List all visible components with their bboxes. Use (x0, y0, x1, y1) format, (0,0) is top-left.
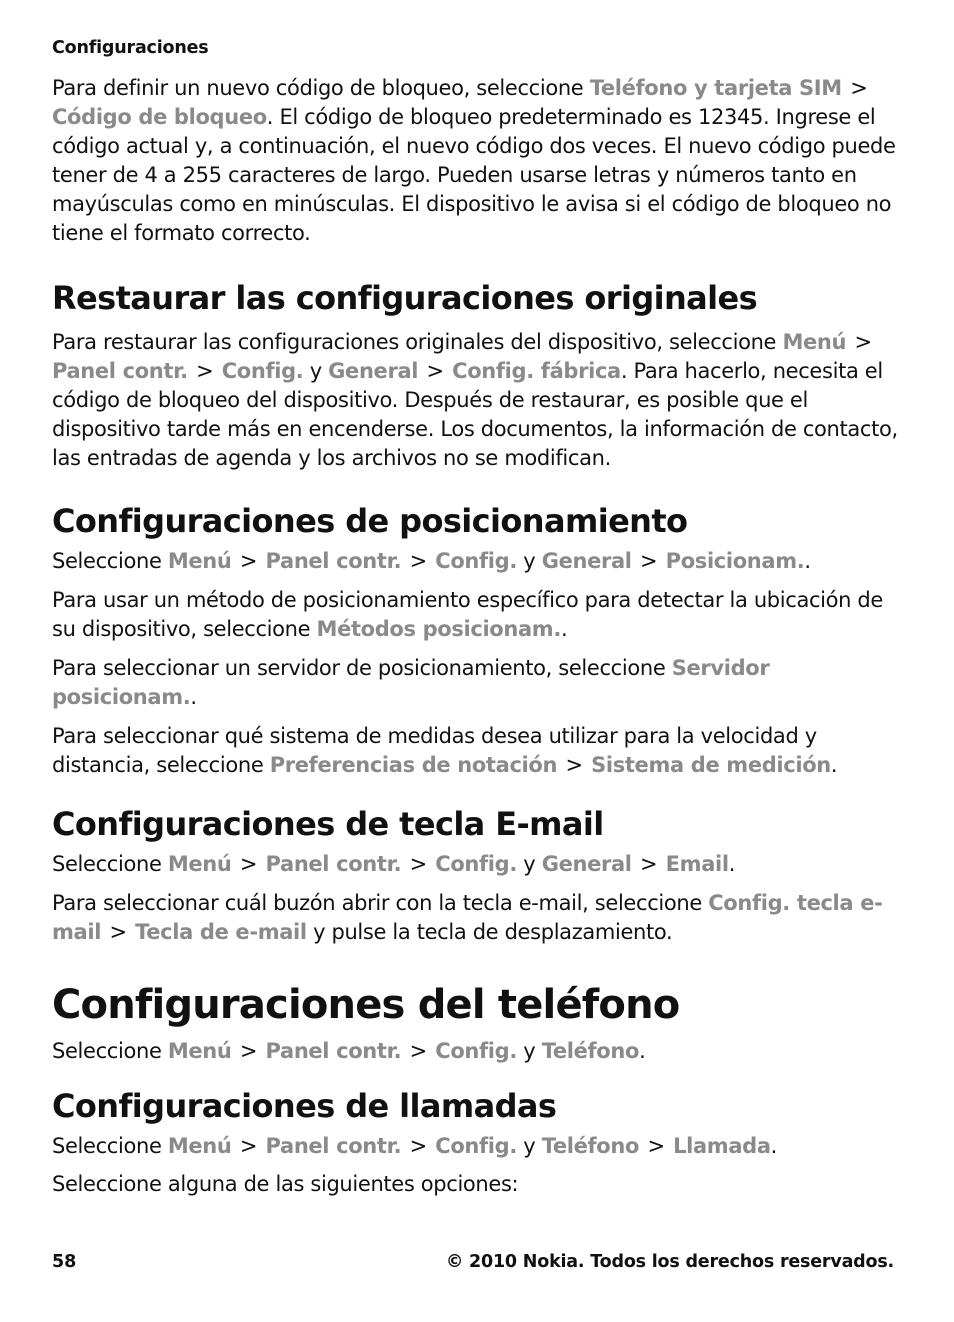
menu-path-item: Panel contr. (265, 1039, 402, 1063)
phone-path (52, 1037, 902, 1066)
menu-path-item: Tecla de e-mail (135, 920, 307, 944)
text: Seleccione (52, 1039, 168, 1063)
section-heading-email-key: Configuraciones de tecla E-mail (52, 805, 604, 843)
path-separator: > (854, 330, 872, 354)
menu-path-item: Preferencias de notación (269, 753, 558, 777)
path-separator: > (640, 549, 658, 573)
menu-path-item: Config. fábrica (452, 359, 621, 383)
menu-path-item: Menú (167, 852, 232, 876)
menu-path-item: Menú (167, 1039, 232, 1063)
menu-path-item: Email (665, 852, 729, 876)
text: . (804, 549, 811, 573)
menu-path-item: Menú (167, 1134, 232, 1158)
text: . Para hacerlo, necesita el código de bloqueo del dispositivo. Después de restaurar, es posible que el dispositivo tarde más en encenderse. Los documentos, la información de contacto, las entradas de agenda y los archivos no se modifican. (52, 359, 898, 470)
menu-path-item: Config. tecla e-mail (52, 891, 883, 944)
path-separator: > (426, 359, 444, 383)
text: Para usar un método de posicionamiento específico para detectar la ubicación de su dispositivo, seleccione (52, 588, 883, 641)
calls-path (52, 1132, 902, 1161)
running-header: Configuraciones (52, 38, 209, 58)
menu-path-item: General (541, 852, 632, 876)
menu-path-item: Teléfono y tarjeta SIM (589, 76, 842, 100)
menu-path-item: Panel contr. (52, 359, 188, 383)
text: . El código de bloqueo predeterminado es 12345. Ingrese el código actual y, a continuación, el nuevo código dos veces. El nuevo código puede tener de 4 a 255 caracteres de largo. Pueden usarse letras y números tanto en mayúsculas como en minúsculas. El dispositivo le avisa si el código de bloqueo no tiene el formato correcto. (52, 105, 896, 245)
path-separator: > (565, 753, 583, 777)
text: y (516, 549, 542, 573)
email-key-paragraph (52, 889, 902, 947)
section-heading-restore: Restaurar las configuraciones originales (52, 279, 758, 317)
path-separator: > (409, 549, 427, 573)
section-heading-calls: Configuraciones de llamadas (52, 1087, 557, 1125)
menu-path-item: General (328, 359, 419, 383)
path-separator: > (647, 1134, 665, 1158)
text: Para seleccionar un servidor de posicionamiento, seleccione (52, 656, 672, 680)
email-key-path (52, 850, 902, 879)
text: y (516, 1039, 542, 1063)
menu-path-item: Código de bloqueo (52, 105, 267, 129)
positioning-path (52, 547, 902, 576)
menu-path-item: Posicionam. (665, 549, 805, 573)
text: . (728, 852, 736, 876)
menu-path-item: Panel contr. (265, 852, 402, 876)
text: y pulse la tecla de desplazamiento. (306, 920, 673, 944)
text: Para definir un nuevo código de bloqueo, seleccione (52, 76, 590, 100)
text: y (516, 1134, 542, 1158)
calls-options-intro: Seleccione alguna de las siguientes opciones: (52, 1172, 519, 1196)
menu-path-item: Sistema de medición (591, 753, 831, 777)
menu-path-item: Teléfono (541, 1134, 640, 1158)
menu-path-item: Servidor posicionam. (52, 656, 770, 709)
menu-path-item: Llamada (673, 1134, 771, 1158)
menu-path-item: Config. (435, 549, 517, 573)
path-separator: > (409, 852, 427, 876)
copyright-notice: © 2010 Nokia. Todos los derechos reservados. (445, 1252, 894, 1272)
text: Seleccione (52, 549, 168, 573)
positioning-units-paragraph (52, 722, 902, 780)
text: Seleccione (52, 852, 168, 876)
positioning-methods-paragraph (52, 586, 902, 644)
menu-path-item: General (541, 549, 632, 573)
page-number: 58 (52, 1252, 77, 1272)
text: Para seleccionar qué sistema de medidas desea utilizar para la velocidad y distancia, seleccione (52, 724, 817, 777)
path-separator: > (239, 852, 258, 876)
chapter-heading-phone: Configuraciones del teléfono (52, 982, 680, 1028)
path-separator: > (409, 1134, 427, 1158)
text: . (830, 753, 838, 777)
path-separator: > (239, 1039, 258, 1063)
text: Para restaurar las configuraciones originales del dispositivo, seleccione (52, 330, 783, 354)
text: . (770, 1134, 777, 1158)
path-separator: > (239, 1134, 258, 1158)
restore-paragraph (52, 328, 902, 473)
text: Seleccione (52, 1134, 168, 1158)
text: y (516, 852, 542, 876)
menu-path-item: Config. (221, 359, 304, 383)
page-content (52, 74, 902, 1199)
menu-path-item: Config. (435, 1134, 517, 1158)
text: y (303, 359, 329, 383)
menu-path-item: Teléfono (541, 1039, 640, 1063)
path-separator: > (196, 359, 214, 383)
positioning-server-paragraph (52, 654, 902, 712)
menu-path-item: Menú (782, 330, 847, 354)
text: Para seleccionar cuál buzón abrir con la tecla e-mail, seleccione (52, 891, 709, 915)
path-separator: > (640, 852, 658, 876)
section-heading-positioning: Configuraciones de posicionamiento (52, 502, 688, 540)
menu-path-item: Panel contr. (265, 1134, 402, 1158)
menu-path-item: Panel contr. (265, 549, 402, 573)
menu-path-item: Config. (435, 852, 517, 876)
text: . (190, 685, 197, 709)
text: . (639, 1039, 646, 1063)
menu-path-item: Métodos posicionam. (316, 617, 561, 641)
path-separator: > (109, 920, 127, 944)
path-separator: > (850, 76, 868, 100)
menu-path-item: Menú (167, 549, 232, 573)
text: . (560, 617, 568, 641)
menu-path-item: Config. (435, 1039, 517, 1063)
intro-paragraph (52, 74, 902, 248)
path-separator: > (409, 1039, 427, 1063)
path-separator: > (239, 549, 258, 573)
